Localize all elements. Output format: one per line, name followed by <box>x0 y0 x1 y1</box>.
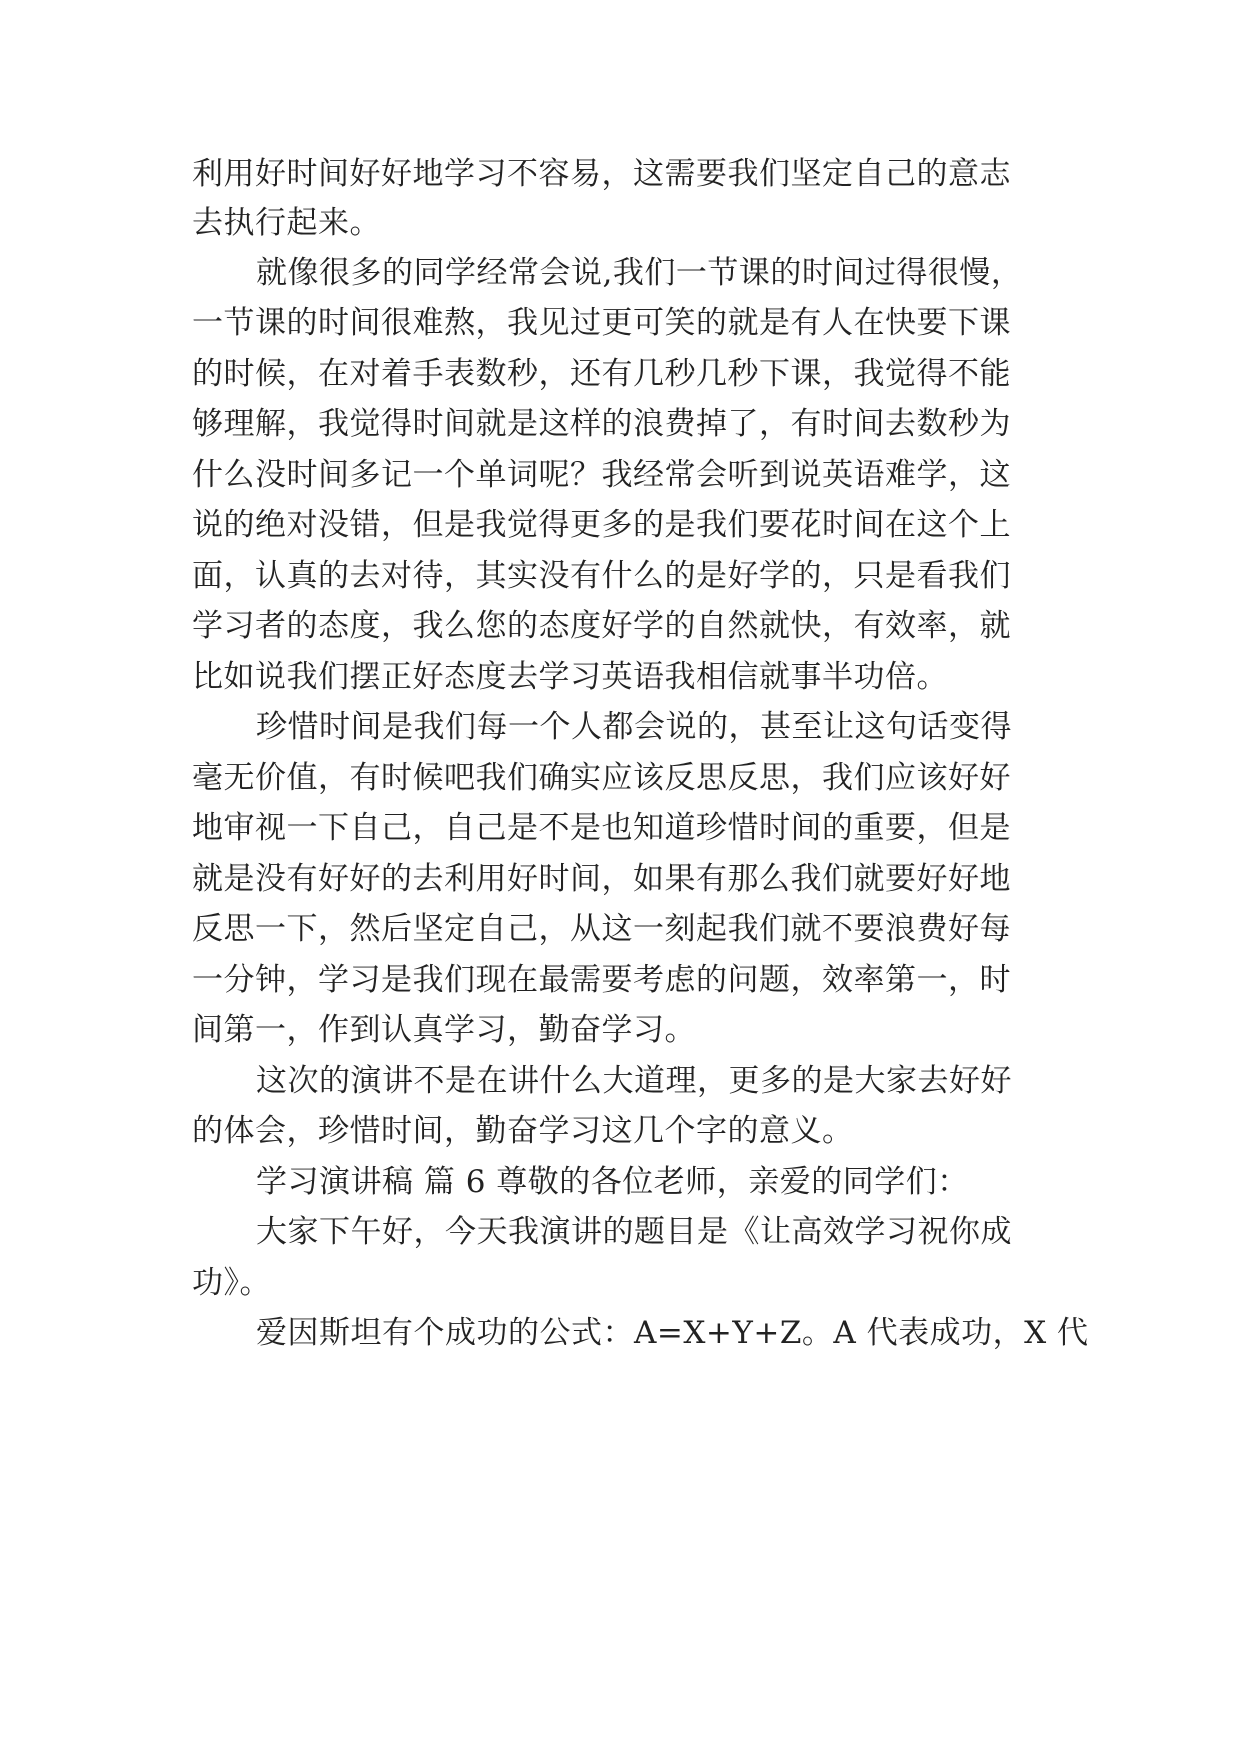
text-line: 就是没有好好的去利用好时间，如果有那么我们就要好好地 <box>192 861 1011 897</box>
paragraph-first-line: 爱因斯坦有个成功的公式：A=X+Y+Z。A 代表成功，X 代 <box>256 1315 1089 1351</box>
text-line: 的体会，珍惜时间，勤奋学习这几个字的意义。 <box>192 1113 854 1149</box>
text-line: 一节课的时间很难熬，我见过更可笑的就是有人在快要下课 <box>192 305 1011 341</box>
text-line: 去执行起来。 <box>192 205 381 241</box>
text-line: 面，认真的去对待，其实没有什么的是好学的，只是看我们 <box>192 558 1011 594</box>
paragraph-first-line: 这次的演讲不是在讲什么大道理，更多的是大家去好好 <box>256 1063 1012 1099</box>
section-heading-line: 学习演讲稿 篇 6 尊敬的各位老师，亲爱的同学们： <box>256 1164 969 1200</box>
text-line: 毫无价值，有时候吧我们确实应该反思反思，我们应该好好 <box>192 760 1011 796</box>
text-line: 学习者的态度，我么您的态度好学的自然就快，有效率，就 <box>192 608 1011 644</box>
text-line: 间第一，作到认真学习，勤奋学习。 <box>192 1012 696 1048</box>
text-line: 一分钟，学习是我们现在最需要考虑的问题，效率第一，时 <box>192 962 1011 998</box>
text-line: 的时候，在对着手表数秒，还有几秒几秒下课，我觉得不能 <box>192 356 1011 392</box>
paragraph-first-line: 珍惜时间是我们每一个人都会说的，甚至让这句话变得 <box>256 709 1012 745</box>
paragraph-first-line: 就像很多的同学经常会说,我们一节课的时间过得很慢， <box>256 255 1023 291</box>
text-line: 反思一下，然后坚定自己，从这一刻起我们就不要浪费好每 <box>192 911 1011 947</box>
text-line: 比如说我们摆正好态度去学习英语我相信就事半功倍。 <box>192 659 948 695</box>
text-line: 够理解，我觉得时间就是这样的浪费掉了，有时间去数秒为 <box>192 406 1011 442</box>
text-line: 什么没时间多记一个单词呢？我经常会听到说英语难学，这 <box>192 457 1011 493</box>
text-line: 地审视一下自己，自己是不是也知道珍惜时间的重要，但是 <box>192 810 1011 846</box>
text-line: 功》。 <box>192 1265 271 1301</box>
text-line: 说的绝对没错，但是我觉得更多的是我们要花时间在这个上 <box>192 507 1011 543</box>
text-line: 利用好时间好好地学习不容易，这需要我们坚定自己的意志 <box>192 156 1011 192</box>
paragraph-first-line: 大家下午好，今天我演讲的题目是《让高效学习祝你成 <box>256 1214 1012 1250</box>
